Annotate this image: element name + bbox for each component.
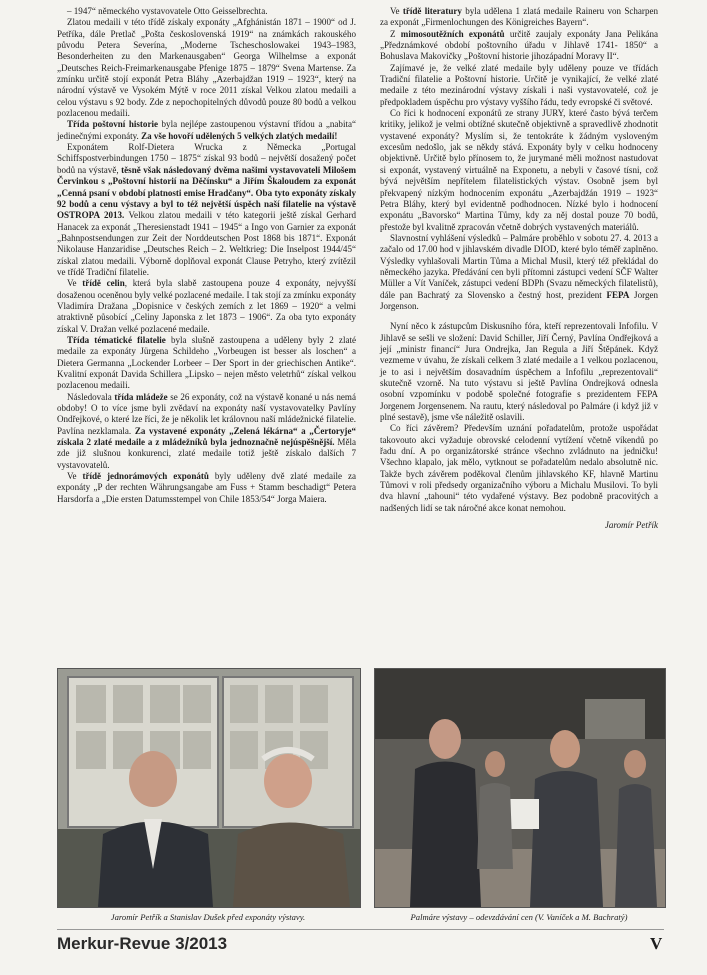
bold-text: Za vše hovoří udělených 5 velkých zlatých medailí! [141, 130, 338, 141]
article-paragraph [57, 278, 356, 335]
text-run: byla nejlépe zastoupenou výstavní třídou a „nabita“ jedinečnými exponáty. [57, 119, 357, 141]
bold-text: FEPA [606, 289, 630, 300]
text-run: Ve [67, 278, 83, 289]
text-run: , která byla slabě zastoupena pouze 4 exponáty, nejvyšší dosaženou oceněnou byly velké pozlacené medaile. I tak stojí za zmínku exponáty Vladimíra Dražana „Dopisnice v českých zemích z let 1869 – 1920“ a velmi atraktivně působící „Celiny Japonska z let 1873 – 1906“. Za oba tyto exponáty získal V. Dražan velké pozlacené medaile. [57, 278, 357, 334]
article-paragraph [380, 63, 658, 108]
article-paragraph [380, 423, 658, 514]
text-run: se 26 exponáty, což na výstavě konané u nás nemá obdoby! O to více jsme byli zvědaví na exponáty naší vystavovatelky Pavlíny Ondřejkové, o které lze říci, že je několik let královnou naší mládežnické filatelie. Pavlína nezklamala. [57, 391, 356, 436]
text-run: Následovala [67, 391, 115, 402]
bold-text: třídě jednorámových exponátů [82, 471, 209, 482]
bold-text: Třída tématické filatelie [67, 334, 166, 345]
left-article-column [57, 6, 356, 505]
text-run: Jorgen Jorgenson. [380, 289, 659, 311]
bold-text: Za vystavené exponáty „Zelená lékárna“ a „Čertoryje“ získala 2 zlaté medaile a z mládežníků byla jednoznačně nejúspěšnější. [57, 425, 356, 448]
photo-award-ceremony [374, 668, 666, 908]
article-paragraph [57, 119, 356, 142]
right-article-column [380, 6, 658, 531]
photo-exhibition-frames [57, 668, 361, 908]
bold-text: mimosoutěžních exponátů [400, 28, 505, 39]
photo-caption-right: Palmáre výstavy – odevzdávání cen (V. Vaníček a M. Bachratý) [410, 912, 628, 922]
photo-caption-left: Jaromír Petřík a Stanislav Dušek před exponáty výstavy. [110, 912, 306, 922]
bold-text: třída mládeže [114, 391, 168, 402]
bold-text: Třída poštovní historie [67, 119, 158, 130]
text-run: Ve [67, 471, 83, 482]
article-paragraph [57, 471, 356, 505]
article-paragraph [57, 392, 356, 471]
page-number: V [650, 934, 663, 953]
text-run: Nyní něco k zástupcům Diskusního fóra, kteří reprezentovali Infofilu. V Jihlavě se sešli ve složení: David Schiller, Jiří Černý, Pavlína Ondřejková a její „ministr financí“ Jura Ondrejka, Jan Regula a Jiří Štěpánek. Když vezmeme v úvahu, že získali celkem 3 zlaté medaile a 1 velkou pozlacenou, je to asi i největším dosavadním úspěchem a Infofilu „reprezentovali“ skutečně vzorně. Na tuto výstavu si ještě Pavlína Ondrejková odnesla osobní vzpomínku v podobě společné fotografie s prezidentem FEPA Jorgenem Jorgensenem. Na rautu, který následoval po Palmáre (i když již v plné sestavě), jsme vše náležitě oslavili. [380, 321, 658, 423]
bold-text: třídě celin [82, 278, 125, 289]
text-run: určitě zaujaly exponáty Jana Pelikána „Předznámkové období poštovního úřadu v Jihlavě 1741- 1850“ a Bohuslava Makovičky „Poštovní historie jihozápadní Moravy II“. [380, 28, 658, 62]
article-paragraph [380, 321, 658, 423]
text-run: byla slušně zastoupena a uděleny byly 2 zlaté medaile za exponáty Jürgena Schildeho „Vorbeugen ist besser als loschen“ a Dietera Germanna „Lockender Lorbeer – Der Sport in der griechischen Antike“. Kvalitní exponát Davida Schillera „Lipsko – nejen město veletrhů“ získal velkou pozlacenou medaili. [57, 334, 357, 391]
text-run: Z [390, 28, 401, 39]
article-paragraph [57, 335, 356, 392]
text-run: Exponátem Rolf-Dietera Wrucka z Německa „Portugal Schiffspostverbindungen 1750 – 1875“ získal 93 bodů – největší dosažený počet bodů na výstavě, [57, 142, 356, 175]
footer-divider [57, 929, 664, 930]
text-run: Měla zde již slušnou konkurenci, zlaté medaile totiž ještě získalo dalších 7 vystavovatelů. [57, 437, 357, 470]
text-run: Zlatou medaili v této třídě získaly exponáty „Afghánistán 1871 – 1900“ od J. Petříka, dále Pretlač „Pošta československá 1919“ na známkách rakouského původu Petera Severína, „Moderne Tscheschoslowakei 1943–1983, Besonderheiten zu den Markenausgaben“ Georga Wilhelmse a exponát „Deutsches Reich-Freimarkenausgabe Pfenige 1875 – 1879“ Svena Martense. Za zmínku určitě stojí exponát Petra Bláhy „Azerbajdžan 1919 – 1923“, který na národní výstavě ve Vysokém Mýtě v roce 2011 získal Velkou zlatou medaili a celou výstavu s 92 body. Zde z nepochopitelných důvodů pouze 80 bodů a velkou pozlacenou medaili. [57, 17, 356, 119]
text-run: Co říci k hodnocení exponátů ze strany JURY, které často bývá terčem kritiky, jelikož je velmi obtížné skutečně objektivně a spravedlivě zhodnotit vystavené exponáty? Myslím si, že tentokráte k žádným vysloveným excesům nedošlo, jak se někdy stává. Exponáty byly v celku hodnoceny objektivně. Určitě bylo přínosem to, že jurymané měli možnost nastudovat si exponát, vystavený virtuálně na Exponetu, a nebyli v časové tísni, což bývá největším nepřítelem filatelistických výstav. Osobně jsem byl překvapený nízkým hodnocením exponátu „Azerbajdžán 1919 – 1923“ Petra Bláhy, který byl evidentně podhodnocen. Nízké bylo i hodnocení exponátu „Bavorsko“ Martina Tůmy, kdy za něj dostal pouze 70 bodů, přestože byl kvalitně zpracován včetně dobrých vystavených materiálů. [380, 108, 658, 232]
text-run: byly uděleny dvě zlaté medaile za exponáty „P der rechten Währungsangabe am Fuss + Stamm beschadigt“ Petera Harsdorfa a „Die ersten Datumsstempel von Chile 1853/54“ Jorga Maiera. [57, 471, 357, 504]
article-paragraph [380, 6, 658, 29]
text-run: Zajímavé je, že velké zlaté medaile byly uděleny pouze ve třídách Tradiční filatelie a Poštovní historie. Určitě je vynikající, že velké zlaté medaile z této mezinárodní výstavy získali i naši vystavovatelé, což je předpokladem úspěchu pro výstavy vyššího řádu, tedy evropské či světové. [380, 62, 658, 107]
text-run: byla udělena 1 zlatá medaile Raineru von Scharpen za exponát „Firmenlochungen des Königreiches Bayern“. [380, 6, 659, 28]
text-run: Slavnostní vyhlášení výsledků – Palmáre proběhlo v sobotu 27. 4. 2013 a začalo od 17.00 hod v jihlavském divadle DIOD, které bylo téměř zaplněno. Výsledky vyhlašovali Martin Tůma a Michal Musil, který též překládal do německého jazyka. Předávání cen byli přítomni zástupci vedení SČF Walter Müller a Vít Vaníček, zástupci vedení BDPh (Svazu německých filatelistů), dále pan Bachratý za Slovensko a čestný host, prezident [380, 232, 658, 300]
article-paragraph [57, 142, 356, 278]
magazine-issue: Merkur-Revue 3/2013 [57, 934, 228, 953]
author-signature: Jaromír Petřík [604, 520, 658, 531]
article-paragraph [57, 17, 356, 119]
text-run: Co říci závěrem? Především uznání pořadatelům, protože uspořádat takovouto akci vyžaduje obrovské celodenní vytížení včetně víkendů po řadu dní. A po organizátorské stránce všechno zvládnuto na jedničku! Všechno klapalo, jak mělo, vytknout se pořadatelům nedalo absolutně nic. Takže bych závěrem poděkoval členům jihlavského KF, hlavně Martinu Tůmovi v roli předsedy organizačního výboru a Michalu Musilovi. To byli dva hlavní „tahouni“ této vydařené výstavy. Bez podobně pracovitých a nadšených lidí se tak náročné akce konat nemohou. [380, 423, 658, 513]
article-paragraph [57, 6, 356, 17]
article-paragraph [380, 233, 658, 312]
article-paragraph [380, 29, 658, 63]
text-run: – 1947“ německého vystavovatele Otto Geisselbrechta. [67, 6, 268, 16]
bold-text: těsně však následovaný dvěma našimi vystavovateli Milošem Červinkou s „Poštovní historií na Děčínsku“ a Jiřím Škaloudem za exponát „Cenná psaní v období platnosti emise Hradčany“. Oba tyto exponáty získaly 92 bodů a cenu výstavy a byl to též největší úspěch naší filatelie na výstavě OSTROPA 2013. [57, 164, 356, 221]
bold-text: třídě literatury [402, 6, 462, 16]
text-run: Velkou zlatou medaili v této kategorii ještě získal Gerhard Hanacek za exponát „Theresienstadt 1941 – 1945“ a Ingo von Garnier za exponát „Bahnpostsendungen zur Zeit der Norddeutschen Post 1868 bis 1871“. Exponát Nikolause Hanzaridise „Deutsches Reich – 2. Weltkrieg: Die Inselpost 1944/45“ získal zlatou medaili. Výborně doplňoval exponát Clause Petryho, který zvítězil ve třídě Tradiční filatelie. [57, 210, 357, 277]
article-paragraph [380, 108, 658, 233]
text-run: Ve [390, 6, 403, 16]
